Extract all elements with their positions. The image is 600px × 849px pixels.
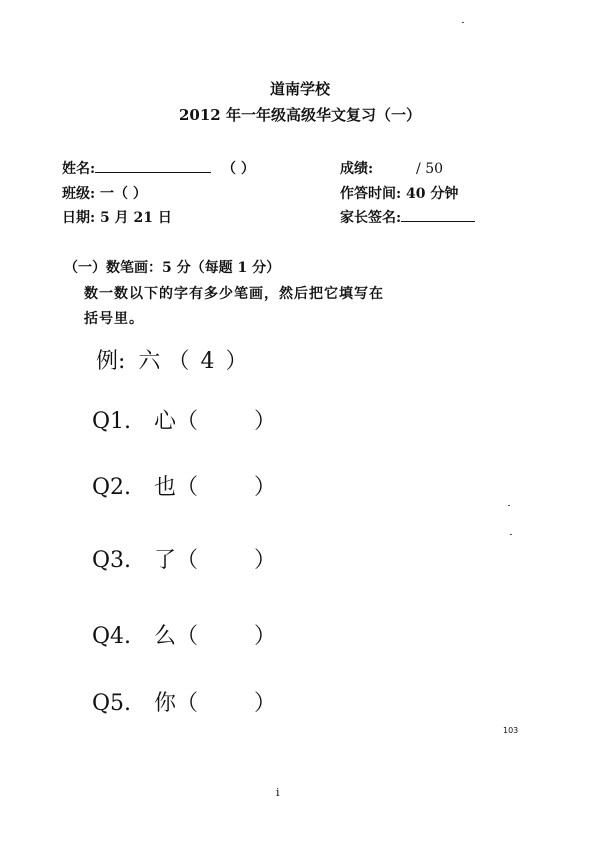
name-row xyxy=(62,158,255,178)
answer-close-paren: ） xyxy=(254,548,277,573)
date-row xyxy=(62,207,172,227)
section-heading: （一）数笔画：5 分（每题 1 分） xyxy=(64,260,281,276)
margin-note: 103 xyxy=(503,726,519,735)
answer-close-paren: ） xyxy=(254,624,277,649)
score-label: 成绩: xyxy=(340,161,374,177)
question-char: 么 xyxy=(154,624,177,649)
parent-signature-label: 家长签名: xyxy=(340,210,402,226)
answer-open-paren: （ xyxy=(176,624,199,649)
example-close-paren: ） xyxy=(225,349,248,374)
answer-open-paren: （ xyxy=(176,409,199,434)
example-row xyxy=(96,344,247,375)
example-answer: 4 xyxy=(200,349,215,374)
question-label: Q5. xyxy=(92,691,132,716)
question-row xyxy=(92,543,276,574)
name-paren: （ ） xyxy=(222,161,255,177)
score-value: / 50 xyxy=(416,161,444,177)
instruction-line-1: 数一数以下的字有多少笔画，然后把它填写在 xyxy=(84,286,384,302)
question-label: Q2. xyxy=(92,475,132,500)
question-row xyxy=(92,686,276,717)
answer-close-paren: ） xyxy=(254,409,277,434)
question-label: Q3. xyxy=(92,548,132,573)
question-row xyxy=(92,404,276,435)
date-label: 日期: xyxy=(62,210,96,226)
answer-close-paren: ） xyxy=(254,475,277,500)
time-value: 40 分钟 xyxy=(406,186,459,202)
question-char: 心 xyxy=(154,409,177,434)
school-name: 道南学校 xyxy=(269,80,330,98)
scan-speck xyxy=(510,534,512,535)
question-char: 也 xyxy=(154,475,177,500)
page-number: i xyxy=(276,786,280,799)
time-row xyxy=(340,183,458,203)
worksheet-title: 2012 年一年级高级华文复习（一） xyxy=(179,106,421,124)
class-row xyxy=(62,183,147,203)
question-char: 了 xyxy=(154,548,177,573)
question-row xyxy=(92,470,276,501)
question-row xyxy=(92,619,276,650)
example-char: 六 xyxy=(138,349,161,374)
name-blank[interactable] xyxy=(95,158,211,173)
question-char: 你 xyxy=(154,691,177,716)
example-label: 例: xyxy=(96,349,126,374)
score-row xyxy=(340,158,443,178)
class-value: 一（ ） xyxy=(100,186,147,202)
time-label: 作答时间: xyxy=(340,186,402,202)
answer-open-paren: （ xyxy=(176,691,199,716)
scan-speck xyxy=(462,22,464,23)
date-value: 5 月 21 日 xyxy=(100,210,172,226)
example-open-paren: （ xyxy=(167,349,190,374)
question-label: Q1. xyxy=(92,409,132,434)
scan-speck xyxy=(508,505,510,506)
answer-open-paren: （ xyxy=(176,475,199,500)
parent-signature-blank[interactable] xyxy=(401,207,475,222)
answer-close-paren: ） xyxy=(254,691,277,716)
parent-signature-row xyxy=(340,207,475,227)
name-label: 姓名: xyxy=(62,161,96,177)
class-label: 班级: xyxy=(62,186,96,202)
answer-open-paren: （ xyxy=(176,548,199,573)
instruction-line-2: 括号里。 xyxy=(84,311,144,327)
question-label: Q4. xyxy=(92,624,132,649)
